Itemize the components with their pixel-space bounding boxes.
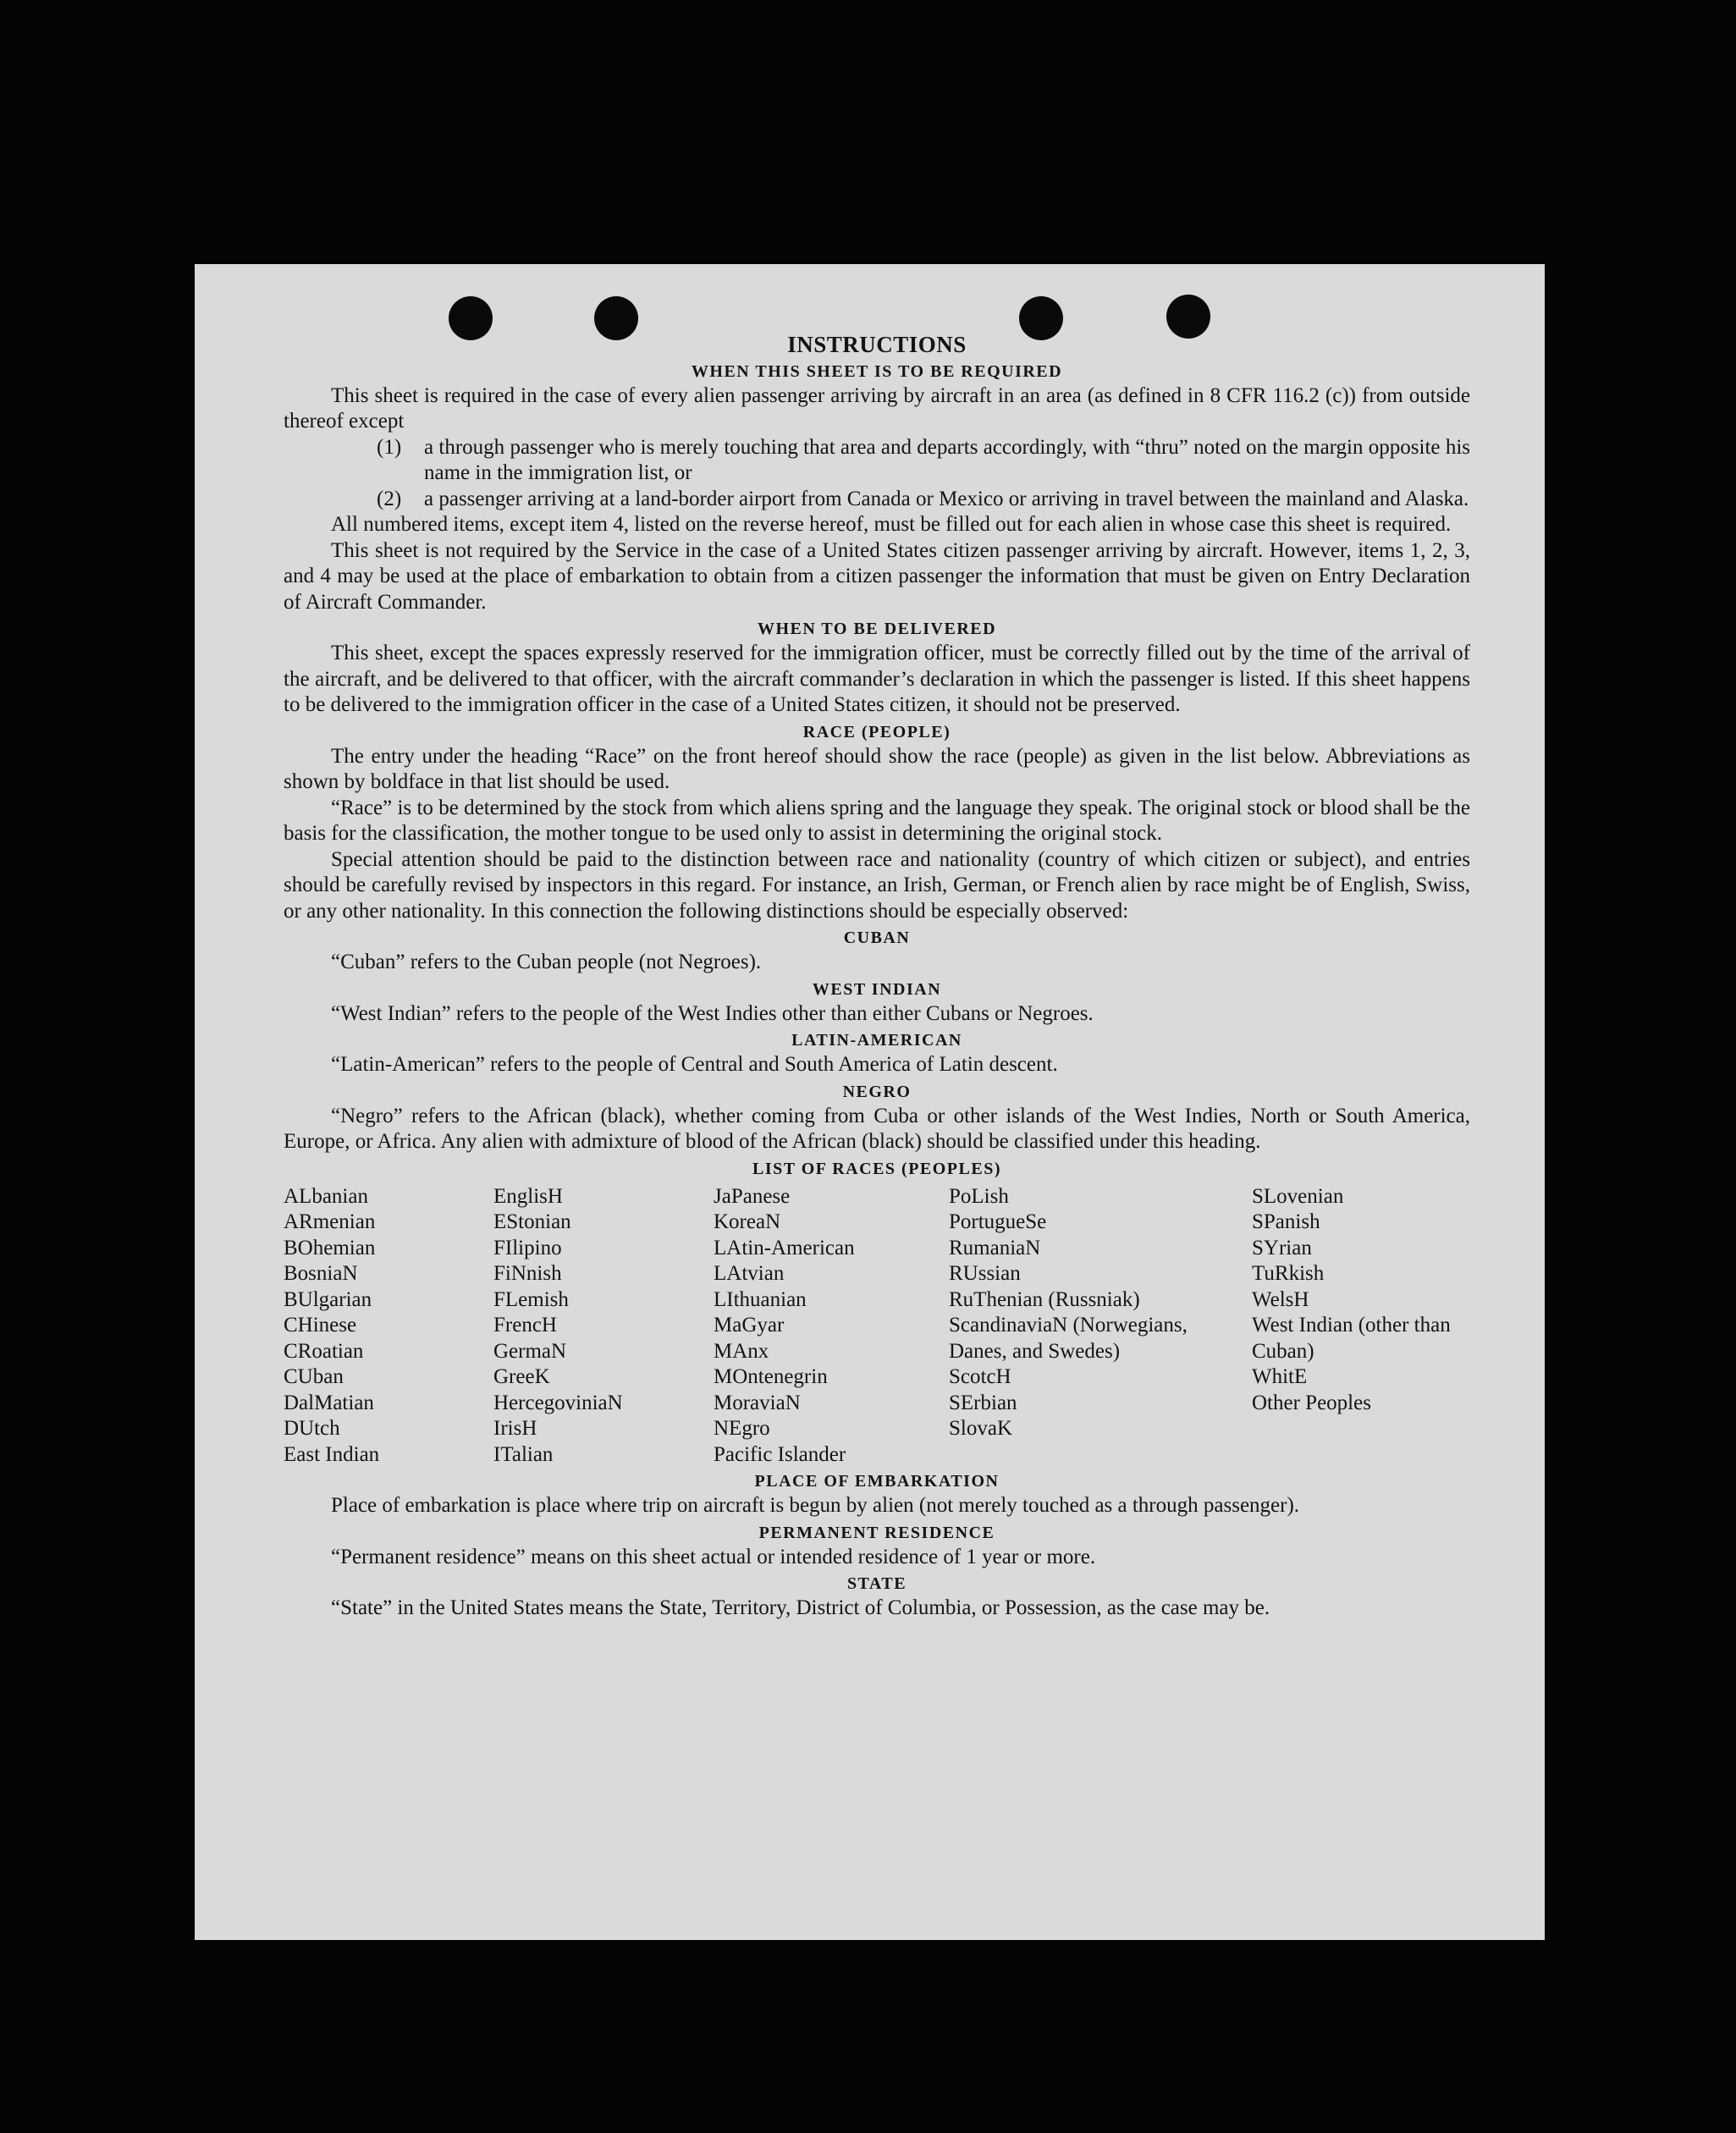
race-entry: MOntenegrin	[714, 1365, 828, 1388]
race-entry: NEgro	[714, 1417, 770, 1440]
race-entry: CRoatian	[284, 1339, 364, 1363]
section-heading-required: WHEN THIS SHEET IS TO BE REQUIRED	[691, 361, 1063, 381]
paragraph: Special attention should be paid to the distinction between race and nationality (country of which citizen or subject), and entries should be carefully revised by inspectors in this regard. For instance, an Irish, German, or French alien by race might be of English, Swiss, or any other nationality. In this connection the following distinctions should be especially observed:	[284, 847, 1470, 923]
race-entry: DalMatian	[284, 1391, 374, 1414]
item-number: (1)	[377, 435, 402, 459]
races-column	[493, 1184, 714, 1469]
paragraph: “State” in the United States means the State, Territory, District of Columbia, or Possession, as the case may be.	[331, 1596, 1270, 1619]
section-heading-residence: PERMANENT RESIDENCE	[758, 1523, 995, 1542]
section-heading-embarkation: PLACE OF EMBARKATION	[754, 1472, 1000, 1491]
race-entry: EStonian	[493, 1210, 571, 1233]
race-entry: MaGyar	[714, 1314, 785, 1337]
race-entry: East Indian	[284, 1442, 380, 1466]
race-entry: GermaN	[493, 1339, 567, 1363]
race-entry: CUban	[284, 1365, 344, 1388]
race-entry: SPanish	[1252, 1210, 1320, 1233]
section-heading-latin-american: LATIN-AMERICAN	[791, 1031, 962, 1050]
document-sheet	[195, 264, 1545, 1940]
list-item	[284, 487, 1470, 513]
race-entry: LAtvian	[714, 1262, 785, 1285]
section-heading-state: STATE	[846, 1574, 907, 1593]
paragraph: This sheet, except the spaces expressly reserved for the immigration officer, must be correctly filled out by the time of the arrival of the aircraft, and be delivered to that officer, with the aircraft commander’s declaration in which the passenger is listed. If this sheet happens to be delivered to the immigration officer in the case of a United States citizen, it should not be preserved.	[284, 642, 1470, 716]
race-entry: LAtin-American	[714, 1236, 855, 1259]
section-heading-race: RACE (PEOPLE)	[802, 722, 951, 741]
instructions-content	[284, 332, 1470, 1622]
paragraph: “Cuban” refers to the Cuban people (not Negroes).	[331, 951, 762, 973]
race-entry: BosniaN	[284, 1262, 358, 1285]
section-heading-delivered: WHEN TO BE DELIVERED	[757, 620, 997, 638]
race-entry: FIlipino	[493, 1236, 562, 1259]
paragraph: “West Indian” refers to the people of the West Indies other than either Cubans or Negroes.	[331, 1001, 1094, 1025]
race-entry: TuRkish	[1252, 1262, 1325, 1285]
paragraph: “Latin-American” refers to the people of Central and South America of Latin descent.	[331, 1053, 1058, 1076]
race-entry: ScotcH	[949, 1365, 1011, 1388]
paragraph: This sheet is required in the case of every alien passenger arriving by aircraft in an area (as defined in 8 CFR 116.2 (c)) from outside thereof except	[284, 383, 1470, 433]
section-heading-cuban: CUBAN	[843, 929, 911, 947]
race-entry: CHinese	[284, 1314, 357, 1337]
race-entry: FiNnish	[493, 1262, 562, 1285]
race-entry: RumaniaN	[949, 1236, 1041, 1259]
races-column	[949, 1184, 1252, 1469]
race-entry: IrisH	[493, 1417, 537, 1440]
races-column	[284, 1184, 493, 1469]
race-entry: KoreaN	[714, 1210, 781, 1233]
paragraph: This sheet is not required by the Service in the case of a United States citizen passenger arriving by aircraft. However, items 1, 2, 3, and 4 may be used at the place of embarkation to obtain from a citizen passenger the information that must be given on Entry Declaration of Aircraft Commander.	[284, 538, 1470, 614]
list-item	[284, 435, 1470, 487]
race-entry: Other Peoples	[1252, 1391, 1371, 1414]
race-entry: MAnx	[714, 1339, 769, 1363]
race-entry: ALbanian	[284, 1184, 368, 1208]
race-entry: BUlgarian	[284, 1287, 372, 1311]
paragraph: All numbered items, except item 4, listed on the reverse hereof, must be filled out for each alien in whose case this sheet is required.	[331, 513, 1452, 536]
race-entry: GreeK	[493, 1365, 550, 1388]
race-entry: BOhemian	[284, 1236, 376, 1259]
race-entry: FLemish	[493, 1287, 569, 1311]
paragraph: The entry under the heading “Race” on the front hereof should show the race (people) as given in the list below. Abbreviations as shown by boldface in that list should be used.	[284, 744, 1470, 793]
race-entry: WelsH	[1252, 1287, 1309, 1311]
race-entry: PoLish	[949, 1184, 1009, 1208]
race-entry: EnglisH	[493, 1184, 563, 1208]
race-entry: ARmenian	[284, 1210, 376, 1233]
page-title: INSTRUCTIONS	[787, 332, 967, 357]
race-entry: RUssian	[949, 1262, 1021, 1285]
item-text: a through passenger who is merely touching that area and departs accordingly, with “thru” noted on the margin opposite his name in the immigration list, or	[424, 435, 1470, 484]
paragraph: Place of embarkation is place where trip on aircraft is begun by alien (not merely touched as a through passenger).	[331, 1494, 1300, 1517]
race-entry: SYrian	[1252, 1236, 1312, 1259]
races-column	[1252, 1184, 1470, 1469]
item-text: a passenger arriving at a land-border airport from Canada or Mexico or arriving in travel between the mainland and Alaska.	[424, 487, 1469, 510]
races-column	[714, 1184, 949, 1469]
paragraph: “Permanent residence” means on this sheet actual or intended residence of 1 year or more.	[331, 1545, 1096, 1568]
race-entry: DUtch	[284, 1417, 340, 1440]
race-entry: HercegoviniaN	[493, 1391, 623, 1414]
race-entry: JaPanese	[714, 1184, 791, 1208]
race-entry: WhitE	[1252, 1365, 1308, 1388]
item-number: (2)	[377, 487, 402, 510]
race-entry: MoraviaN	[714, 1391, 801, 1414]
section-heading-west-indian: WEST INDIAN	[812, 979, 942, 999]
paragraph: “Negro” refers to the African (black), whether coming from Cuba or other islands of the West Indies, North or South America, Europe, or Africa. Any alien with admixture of blood of the African (black) should be classified under this heading.	[284, 1104, 1470, 1153]
race-entry: FrencH	[493, 1314, 557, 1337]
race-entry: ScandinaviaN (Norwegians, Danes, and Swedes)	[949, 1314, 1188, 1363]
race-entry: West Indian (other than Cuban)	[1252, 1314, 1451, 1363]
race-entry: RuThenian (Russniak)	[949, 1287, 1140, 1311]
race-entry: SErbian	[949, 1391, 1017, 1414]
race-entry: SLovenian	[1252, 1184, 1344, 1208]
race-entry: LIthuanian	[714, 1287, 807, 1311]
race-entry: SlovaK	[949, 1417, 1012, 1440]
section-heading-negro: NEGRO	[842, 1082, 912, 1101]
race-entry: ITalian	[493, 1442, 554, 1466]
races-list	[284, 1184, 1470, 1469]
race-entry: Pacific Islander	[714, 1442, 846, 1466]
section-heading-races-list: LIST OF RACES (PEOPLES)	[752, 1159, 1001, 1178]
paragraph: “Race” is to be determined by the stock from which aliens spring and the language they speak. The original stock or blood shall be the basis for the classification, the mother tongue to be used only to assist in determining the original stock.	[284, 796, 1470, 845]
race-entry: PortugueSe	[949, 1210, 1047, 1233]
